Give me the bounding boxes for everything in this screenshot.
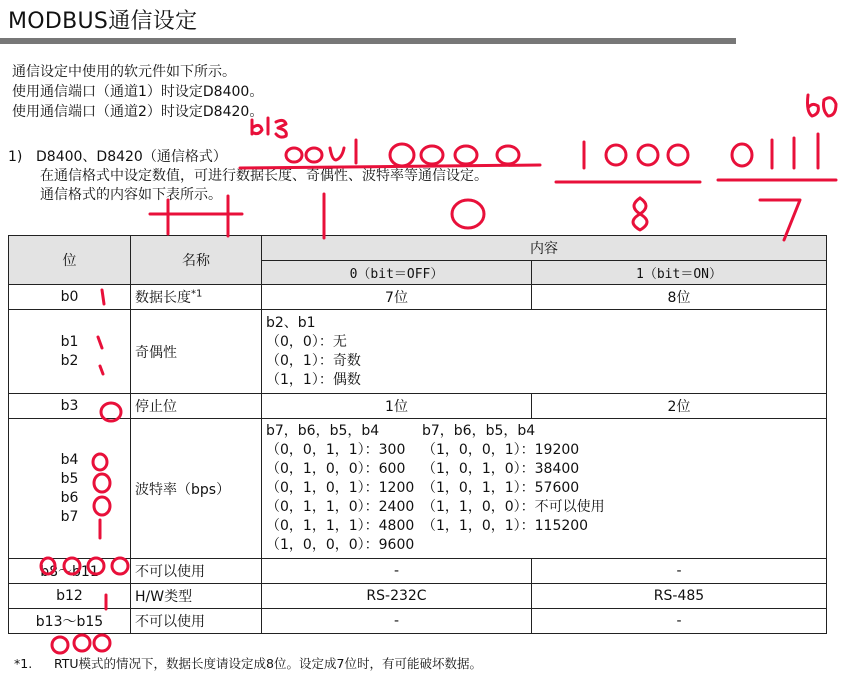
content-cell [262, 419, 827, 559]
baud-line: （0，0，1，1）：300 [266, 442, 406, 458]
table-row [9, 584, 827, 609]
baud-line: （1，0，0，1）：19200 [422, 442, 580, 458]
baud-column-b [422, 422, 605, 555]
baud-line: （1，0，1，1）：57600 [422, 480, 580, 496]
baud-line: （1，1，0，1）：115200 [422, 518, 589, 534]
off-cell: RS-232C [262, 584, 532, 609]
bit-label: b4 [60, 451, 79, 468]
name-cell: 停止位 [131, 394, 262, 419]
table-row [9, 285, 827, 310]
bit-cell: b8～b11 [9, 559, 131, 584]
baud-line: （0，1，0，1）：1200 [266, 480, 415, 496]
parity-line: （0，1）：奇数 [266, 352, 361, 369]
header-bit: 位 [9, 236, 131, 285]
name-cell: 奇偶性 [131, 310, 262, 394]
footnote-mark: *1. [14, 656, 33, 671]
table-row [9, 419, 827, 559]
content-cell [262, 310, 827, 394]
off-cell: - [262, 559, 532, 584]
annotation-nibble-0111 [732, 134, 818, 168]
on-cell: RS-485 [532, 584, 827, 609]
footnote-text: RTU模式的情况下，数据长度请设定成8位。设定成7位时，有可能破坏数据。 [54, 656, 482, 671]
name-cell: 不可以使用 [131, 559, 262, 584]
annotation-nibble-1000 [584, 142, 688, 168]
bit-cell: b13～b15 [9, 609, 131, 634]
table-row [9, 609, 827, 634]
bit-label: b7 [60, 508, 79, 525]
bit-cell [9, 419, 131, 559]
section-communication-format [8, 148, 488, 205]
section-heading-text: D8400、D8420（通信格式） [36, 149, 227, 165]
baud-line: （0，1，0，0）：600 [266, 461, 406, 477]
bit-cell: b12 [9, 584, 131, 609]
intro-line: 使用通信端口（通道1）时设定D8400。 [12, 84, 264, 100]
section-line: 通信格式的内容如下表所示。 [40, 187, 222, 203]
intro-line: 通信设定中使用的软元件如下所示。 [12, 64, 236, 80]
on-cell: - [532, 609, 827, 634]
parity-line: （1，1）：偶数 [266, 371, 361, 388]
baud-line: （0，1，1，0）：2400 [266, 499, 415, 515]
baud-line: （0，1，1，1）：4800 [266, 518, 415, 534]
title-divider [0, 38, 736, 44]
annotation-b0 [808, 95, 837, 116]
name-cell [131, 285, 262, 310]
name-cell: 不可以使用 [131, 609, 262, 634]
intro-text [12, 62, 263, 122]
table-row [9, 559, 827, 584]
baud-line: （1，0，1，0）：38400 [422, 461, 580, 477]
header-content: 内容 [262, 236, 827, 261]
on-cell: 2位 [532, 394, 827, 419]
footnote-ref: *1 [191, 288, 203, 300]
parity-line: b2、b1 [266, 314, 316, 331]
header-off: 0（bit＝OFF） [262, 261, 532, 285]
name-cell: 波特率（bps） [131, 419, 262, 559]
bit-label: b6 [60, 489, 79, 506]
communication-format-table [8, 235, 827, 634]
parity-line: （0，0）：无 [266, 333, 347, 350]
bit-label: b5 [60, 470, 79, 487]
name-cell: H/W类型 [131, 584, 262, 609]
bit-cell: b0 [9, 285, 131, 310]
baud-line: b7，b6，b5，b4 [422, 423, 536, 439]
off-cell: 7位 [262, 285, 532, 310]
off-cell: - [262, 609, 532, 634]
baud-line: （1，0，0，0）：9600 [266, 537, 415, 553]
footnote [14, 654, 482, 672]
baud-line: （1，1，0，0）：不可以使用 [422, 499, 605, 515]
bit-label: b2 [60, 352, 79, 369]
header-on: 1（bit＝ON） [532, 261, 827, 285]
intro-line: 使用通信端口（通道2）时设定D8420。 [12, 104, 264, 120]
section-number: 1) [8, 149, 23, 165]
bit-cell [9, 310, 131, 394]
section-line: 在通信格式中设定数值，可进行数据长度、奇偶性、波特率等通信设定。 [40, 168, 488, 184]
off-cell: 1位 [262, 394, 532, 419]
header-name: 名称 [131, 236, 262, 285]
page-title: MODBUS通信设定 [8, 9, 198, 34]
baud-column-a [266, 422, 422, 555]
name-text: 数据长度 [135, 290, 191, 306]
table-row [9, 310, 827, 394]
bit-cell: b3 [9, 394, 131, 419]
on-cell: - [532, 559, 827, 584]
bit-label: b1 [60, 333, 79, 350]
table-row [9, 394, 827, 419]
baud-line: b7，b6，b5，b4 [266, 423, 380, 439]
on-cell: 8位 [532, 285, 827, 310]
section-heading [8, 148, 488, 167]
